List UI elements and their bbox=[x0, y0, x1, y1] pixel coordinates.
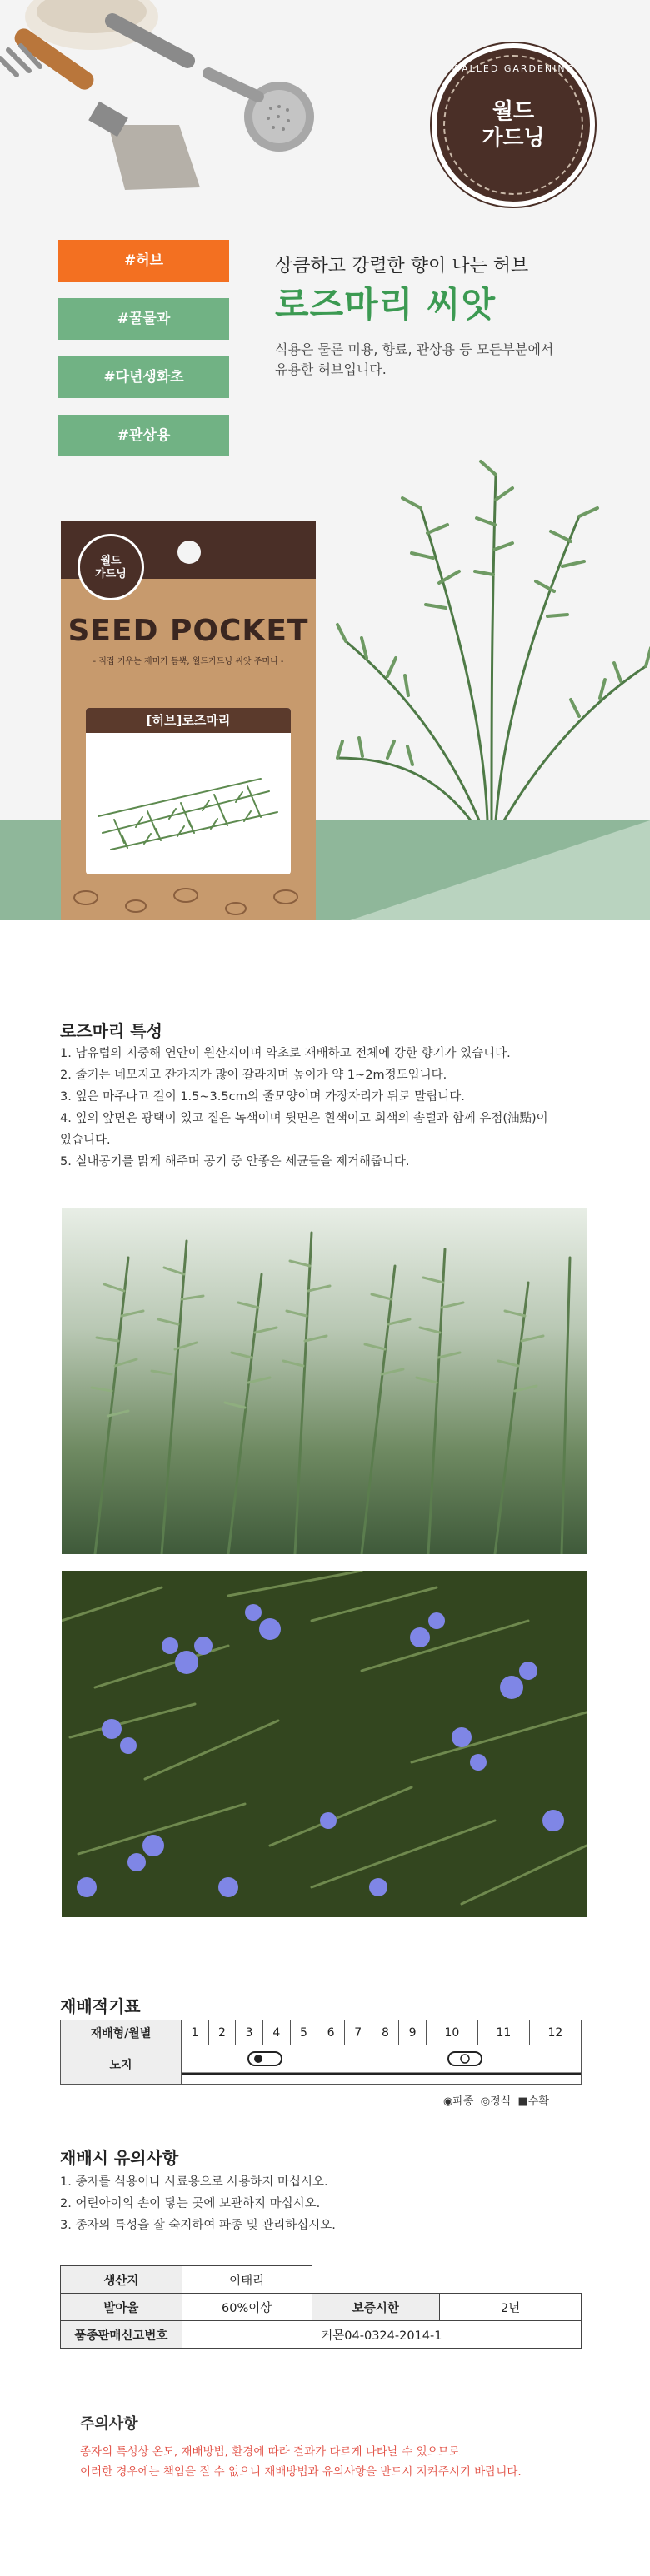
notice-line: 이러한 경우에는 책임을 질 수 없으니 재배방법과 유의사항을 반드시 지켜주시기 바랍니다. bbox=[80, 2465, 522, 2479]
caution-item: 3. 종자의 특성을 잘 숙지하여 파종 및 관리하십시오. bbox=[60, 2219, 336, 2232]
report-number-value: 커몬04-0324-2014-1 bbox=[182, 2321, 581, 2349]
plant-marker bbox=[448, 2052, 482, 2065]
germination-label: 발아율 bbox=[61, 2294, 182, 2321]
feature-item: 있습니다. bbox=[60, 1134, 111, 1147]
notice-text bbox=[80, 2442, 580, 2482]
rosemary-sprig-image bbox=[86, 733, 291, 874]
packet-window bbox=[86, 708, 291, 874]
month-cell: 1 bbox=[182, 2020, 209, 2045]
rosemary-foliage-photo bbox=[62, 1208, 587, 1554]
notice-box bbox=[62, 2389, 587, 2534]
harvest-legend-icon: ■ bbox=[518, 2095, 528, 2108]
feature-item: 4. 잎의 앞면은 광택이 있고 짙은 녹색이며 뒷면은 흰색이고 회색의 솜털과 함께 유점(油點)이 bbox=[60, 1112, 548, 1125]
notice-line: 종자의 특성상 온도, 재배방법, 환경에 따라 결과가 다르게 나타날 수 있으므로 bbox=[80, 2445, 460, 2459]
packet-title: SEED POCKET bbox=[68, 614, 309, 648]
plant-legend-icon: ◎ bbox=[480, 2095, 491, 2108]
cautions-list bbox=[60, 2171, 593, 2236]
caution-item: 2. 어린아이의 손이 닿는 곳에 보관하지 마십시오. bbox=[60, 2197, 321, 2210]
features-list bbox=[60, 1043, 593, 1173]
packet-label: [허브]로즈마리 bbox=[86, 708, 291, 733]
packet-logo-line1: 월드 bbox=[100, 555, 122, 567]
month-cell: 7 bbox=[344, 2020, 372, 2045]
badge-title-line1: 월드 bbox=[492, 99, 535, 124]
guarantee-value: 2년 bbox=[440, 2294, 582, 2321]
packet-hang-hole bbox=[178, 541, 201, 564]
table-row bbox=[61, 2294, 582, 2321]
badge-ring-text: WALLED GARDENING bbox=[451, 63, 576, 74]
report-number-label: 품종판매신고번호 bbox=[61, 2321, 182, 2349]
schedule-track bbox=[182, 2045, 582, 2085]
table-header-type: 재배형/월별 bbox=[61, 2020, 182, 2045]
feature-item: 1. 남유럽의 지중해 연안이 원산지이며 약초로 재배하고 전체에 강한 향기가 있습니다. bbox=[60, 1047, 511, 1060]
legend-sow: 파종 bbox=[452, 2095, 474, 2108]
badge-title-line2: 가드닝 bbox=[482, 126, 545, 151]
packet-seed-pattern bbox=[61, 877, 316, 920]
month-cell: 9 bbox=[399, 2020, 427, 2045]
origin-label: 생산지 bbox=[61, 2266, 182, 2294]
month-cell: 3 bbox=[236, 2020, 263, 2045]
packet-subtitle: - 직접 키우는 재미가 듬뿍, 월드가드닝 씨앗 주머니 - bbox=[92, 657, 284, 666]
garden-tools-image bbox=[0, 0, 333, 192]
hero-section bbox=[0, 0, 650, 920]
tag-list bbox=[58, 240, 229, 473]
cultivation-legend bbox=[443, 2092, 549, 2108]
month-cell: 12 bbox=[529, 2020, 581, 2045]
origin-value: 이태리 bbox=[182, 2266, 312, 2294]
legend-plant: 정식 bbox=[490, 2095, 512, 2108]
feature-item: 3. 잎은 마주나고 길이 1.5~3.5cm의 줄모양이며 가장자리가 뒤로 말립니다. bbox=[60, 1090, 465, 1104]
feature-item: 5. 실내공기를 맑게 해주며 공기 중 안좋은 세균들을 제거해줍니다. bbox=[60, 1155, 410, 1168]
month-cell: 4 bbox=[262, 2020, 290, 2045]
rosemary-plant-image bbox=[329, 366, 650, 820]
tag-perennial[interactable]: #다년생화초 bbox=[58, 356, 229, 398]
month-cell: 5 bbox=[290, 2020, 318, 2045]
month-cell: 6 bbox=[318, 2020, 345, 2045]
packet-logo-line2: 가드닝 bbox=[95, 568, 127, 580]
seed-pocket-package bbox=[61, 521, 316, 920]
tag-ornamental[interactable]: #관상용 bbox=[58, 415, 229, 456]
notice-heading: 주의사항 bbox=[80, 2415, 138, 2433]
product-title: 로즈마리 씨앗 bbox=[275, 284, 497, 325]
caution-item: 1. 종자를 식용이나 사료용으로 사용하지 마십시오. bbox=[60, 2175, 328, 2189]
walled-gardening-badge bbox=[432, 43, 595, 207]
packet-logo bbox=[78, 534, 144, 600]
table-row bbox=[61, 2020, 582, 2045]
table-row bbox=[61, 2321, 582, 2349]
sow-marker bbox=[248, 2052, 282, 2065]
feature-item: 2. 줄기는 네모지고 잔가지가 많이 갈라지며 높이가 약 1~2m정도입니다. bbox=[60, 1069, 448, 1082]
guarantee-label: 보증시한 bbox=[312, 2294, 440, 2321]
cultivation-table bbox=[60, 2020, 582, 2085]
month-cell: 11 bbox=[478, 2020, 529, 2045]
tag-herb[interactable]: #허브 bbox=[58, 240, 229, 282]
rosemary-flowers-photo bbox=[62, 1571, 587, 1917]
month-cell: 2 bbox=[208, 2020, 236, 2045]
table-row bbox=[61, 2045, 582, 2085]
month-cell: 10 bbox=[426, 2020, 478, 2045]
germination-value: 60%이상 bbox=[182, 2294, 312, 2321]
tag-honey-plant[interactable]: #꿀물과 bbox=[58, 298, 229, 340]
empty-cell bbox=[312, 2266, 581, 2294]
product-subtitle: 상큼하고 강렬한 향이 나는 허브 bbox=[275, 256, 529, 277]
legend-harvest: 수확 bbox=[528, 2095, 549, 2108]
description-line: 유용한 허브입니다. bbox=[275, 361, 387, 377]
month-cell: 8 bbox=[372, 2020, 399, 2045]
cultivation-heading: 재배적기표 bbox=[60, 1996, 141, 2016]
cautions-heading: 재배시 유의사항 bbox=[60, 2148, 179, 2168]
sow-legend-icon: ◉ bbox=[443, 2095, 453, 2108]
features-heading: 로즈마리 특성 bbox=[60, 1021, 162, 1041]
row-label-outdoor: 노지 bbox=[61, 2045, 182, 2085]
product-info-table-2 bbox=[60, 2293, 582, 2349]
description-line: 식용은 물론 미용, 향료, 관상용 등 모든부분에서 bbox=[275, 341, 554, 357]
table-row bbox=[61, 2266, 582, 2294]
product-info-table bbox=[60, 2265, 582, 2294]
